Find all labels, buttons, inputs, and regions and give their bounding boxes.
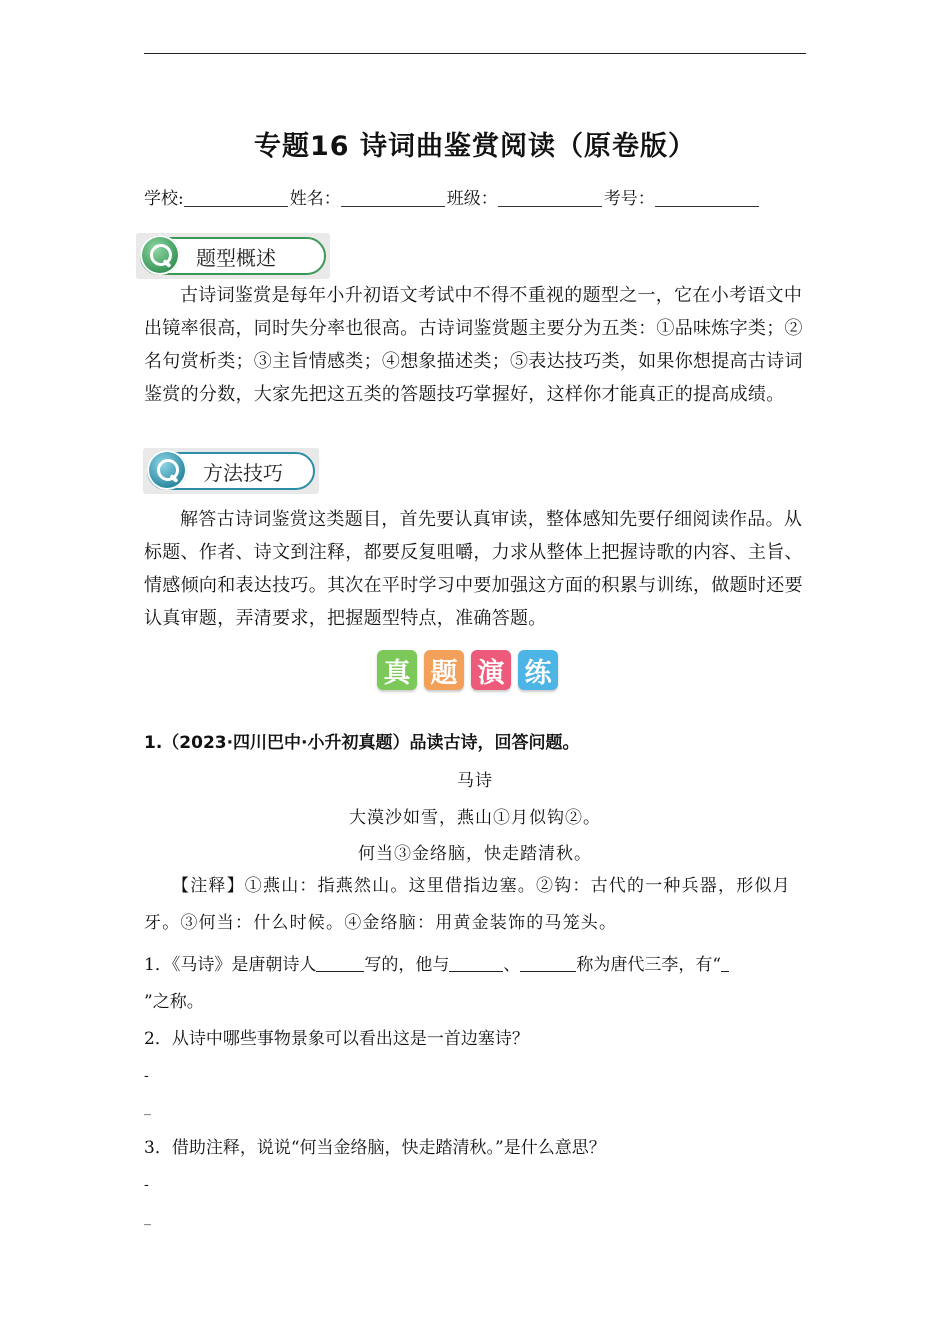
tile-ti: 题 [424,650,464,690]
overview-label: 题型概述 [196,246,276,270]
answer-line-3a[interactable]: - [144,1177,149,1193]
chat-search-icon [140,235,180,275]
tile-lian: 练 [518,650,558,690]
header-rule [144,53,806,54]
number-blank[interactable] [655,190,759,207]
chat-search-icon [147,450,187,490]
overview-paragraph: 古诗词鉴赏是每年小升初语文考试中不得不重视的题型之一，它在小考语文中出镜率很高，同时失分率也很高。古诗词鉴赏题主要分为五类：①品味炼字类；②名句赏析类；③主旨情感类；④想象描述类；⑤表达技巧类，如果你想提高古诗词鉴赏的分数，大家先把这五类的答题技巧掌握好，这样你才能真正的提高成绩。 [144,285,803,405]
tile-zhen: 真 [377,650,417,690]
method-badge [143,448,319,494]
question-1: 1．《马诗》是唐朝诗人 写的，他与 、 称为唐代三李，有“ [144,950,729,975]
poem-notes: 【注释】①燕山：指燕然山。这里借指边塞。②钩：古代的一种兵器，形似月牙。③何当：什么时候。④金络脑：用黄金装饰的马笼头。 [144,876,791,933]
overview-badge [136,233,330,279]
poem-title: 马诗 [457,771,493,791]
answer-blank-title[interactable] [721,956,729,972]
poem-line-1: 大漠沙如雪，燕山①月似钩②。 [349,808,601,828]
class-label: 班级： [446,189,498,209]
school-label: 学校: [144,189,184,209]
class-blank[interactable] [498,190,602,207]
name-blank[interactable] [341,190,445,207]
question-2: 2．从诗中哪些事物景象可以看出这是一首边塞诗？ [144,1029,529,1049]
answer-blank-poet[interactable] [316,956,364,972]
answer-blank-li-2[interactable] [520,956,576,972]
poem-line-2: 何当③金络脑，快走踏清秋。 [358,844,592,864]
method-paragraph: 解答古诗词鉴赏这类题目，首先要认真审读，整体感知先要仔细阅读作品。从标题、作者、诗文到注释，都要反复咀嚼，力求从整体上把握诗歌的内容、主旨、情感倾向和表达技巧。其次在平时学习中要加强这方面的积累与训练，做题时还要认真审题，弄清要求，把握题型特点，准确答题。 [144,509,803,629]
answer-line-3b[interactable]: _ [144,1210,151,1226]
number-label: 考号： [603,189,655,209]
answer-line-2a[interactable]: - [144,1068,149,1084]
page-title: 专题16 诗词曲鉴赏阅读（原卷版） [254,131,696,162]
question-heading: 1.（2023·四川巴中·小升初真题）品读古诗，回答问题。 [144,733,580,753]
practice-tiles [377,650,558,690]
school-blank[interactable] [184,190,288,207]
name-label: 姓名： [289,189,341,209]
student-info-row [144,184,761,209]
answer-blank-li-1[interactable] [449,956,503,972]
question-1-end: ”之称。 [144,992,204,1012]
answer-line-2b[interactable]: _ [144,1100,151,1116]
tile-yan: 演 [471,650,511,690]
method-label: 方法技巧 [203,461,283,485]
question-3: 3．借助注释，说说“何当金络脑，快走踏清秋。”是什么意思？ [144,1138,606,1158]
